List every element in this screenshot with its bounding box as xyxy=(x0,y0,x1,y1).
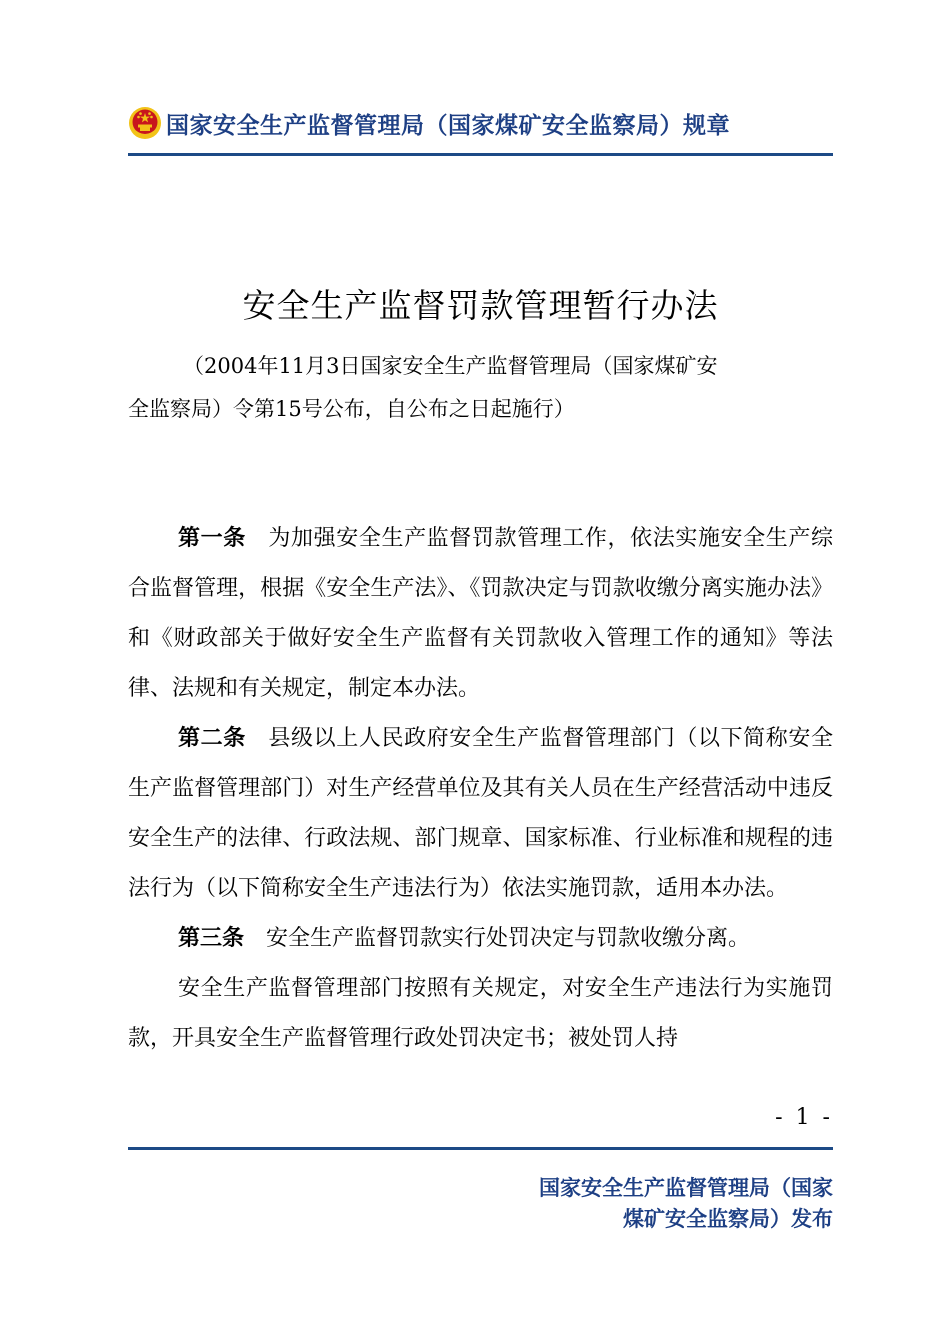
article-1 xyxy=(128,514,833,714)
footer-divider xyxy=(128,1147,833,1150)
document-body xyxy=(128,514,833,1064)
subtitle-line-1: （2004年11月3日国家安全生产监督管理局（国家煤矿安 xyxy=(183,354,718,378)
article-text: 县级以上人民政府安全生产监督管理部门（以下简称安全生产监督管理部门）对生产经营单位及其有关人员在生产经营活动中违反安全生产的法律、行政法规、部门规章、国家标准、行业标准和规程的违法行为（以下简称安全生产违法行为）依法实施罚款，适用本办法。 xyxy=(128,726,833,901)
article-3-continuation: 安全生产监督管理部门按照有关规定，对安全生产违法行为实施罚款，开具安全生产监督管理行政处罚决定书；被处罚人持 xyxy=(128,976,833,1051)
article-2 xyxy=(128,714,833,914)
article-label: 第二条 xyxy=(178,726,246,751)
header-title: 国家安全生产监督管理局（国家煤矿安全监察局）规章 xyxy=(166,112,730,139)
document-title: 安全生产监督罚款管理暂行办法 xyxy=(242,286,719,325)
publisher-line-2: 煤矿安全监察局）发布 xyxy=(623,1207,833,1231)
subtitle-line-2: 全监察局）令第15号公布，自公布之日起施行） xyxy=(128,397,575,421)
publisher-line-1: 国家安全生产监督管理局（国家 xyxy=(539,1176,833,1200)
footer-publisher xyxy=(473,1173,833,1235)
page-number: - 1 - xyxy=(775,1105,833,1130)
document-subtitle xyxy=(128,345,833,431)
article-label: 第三条 xyxy=(178,926,245,951)
header-divider xyxy=(128,153,833,156)
page-header xyxy=(128,103,833,143)
article-label: 第一条 xyxy=(178,526,246,551)
national-emblem-icon xyxy=(128,106,162,140)
article-text: 安全生产监督罚款实行处罚决定与罚款收缴分离。 xyxy=(266,926,751,951)
article-text: 为加强安全生产监督罚款管理工作，依法实施安全生产综合监督管理，根据《安全生产法》、《罚款决定与罚款收缴分离实施办法》和《财政部关于做好安全生产监督有关罚款收入管理工作的通知》等法律、法规和有关规定，制定本办法。 xyxy=(128,526,833,701)
article-3 xyxy=(128,914,833,964)
